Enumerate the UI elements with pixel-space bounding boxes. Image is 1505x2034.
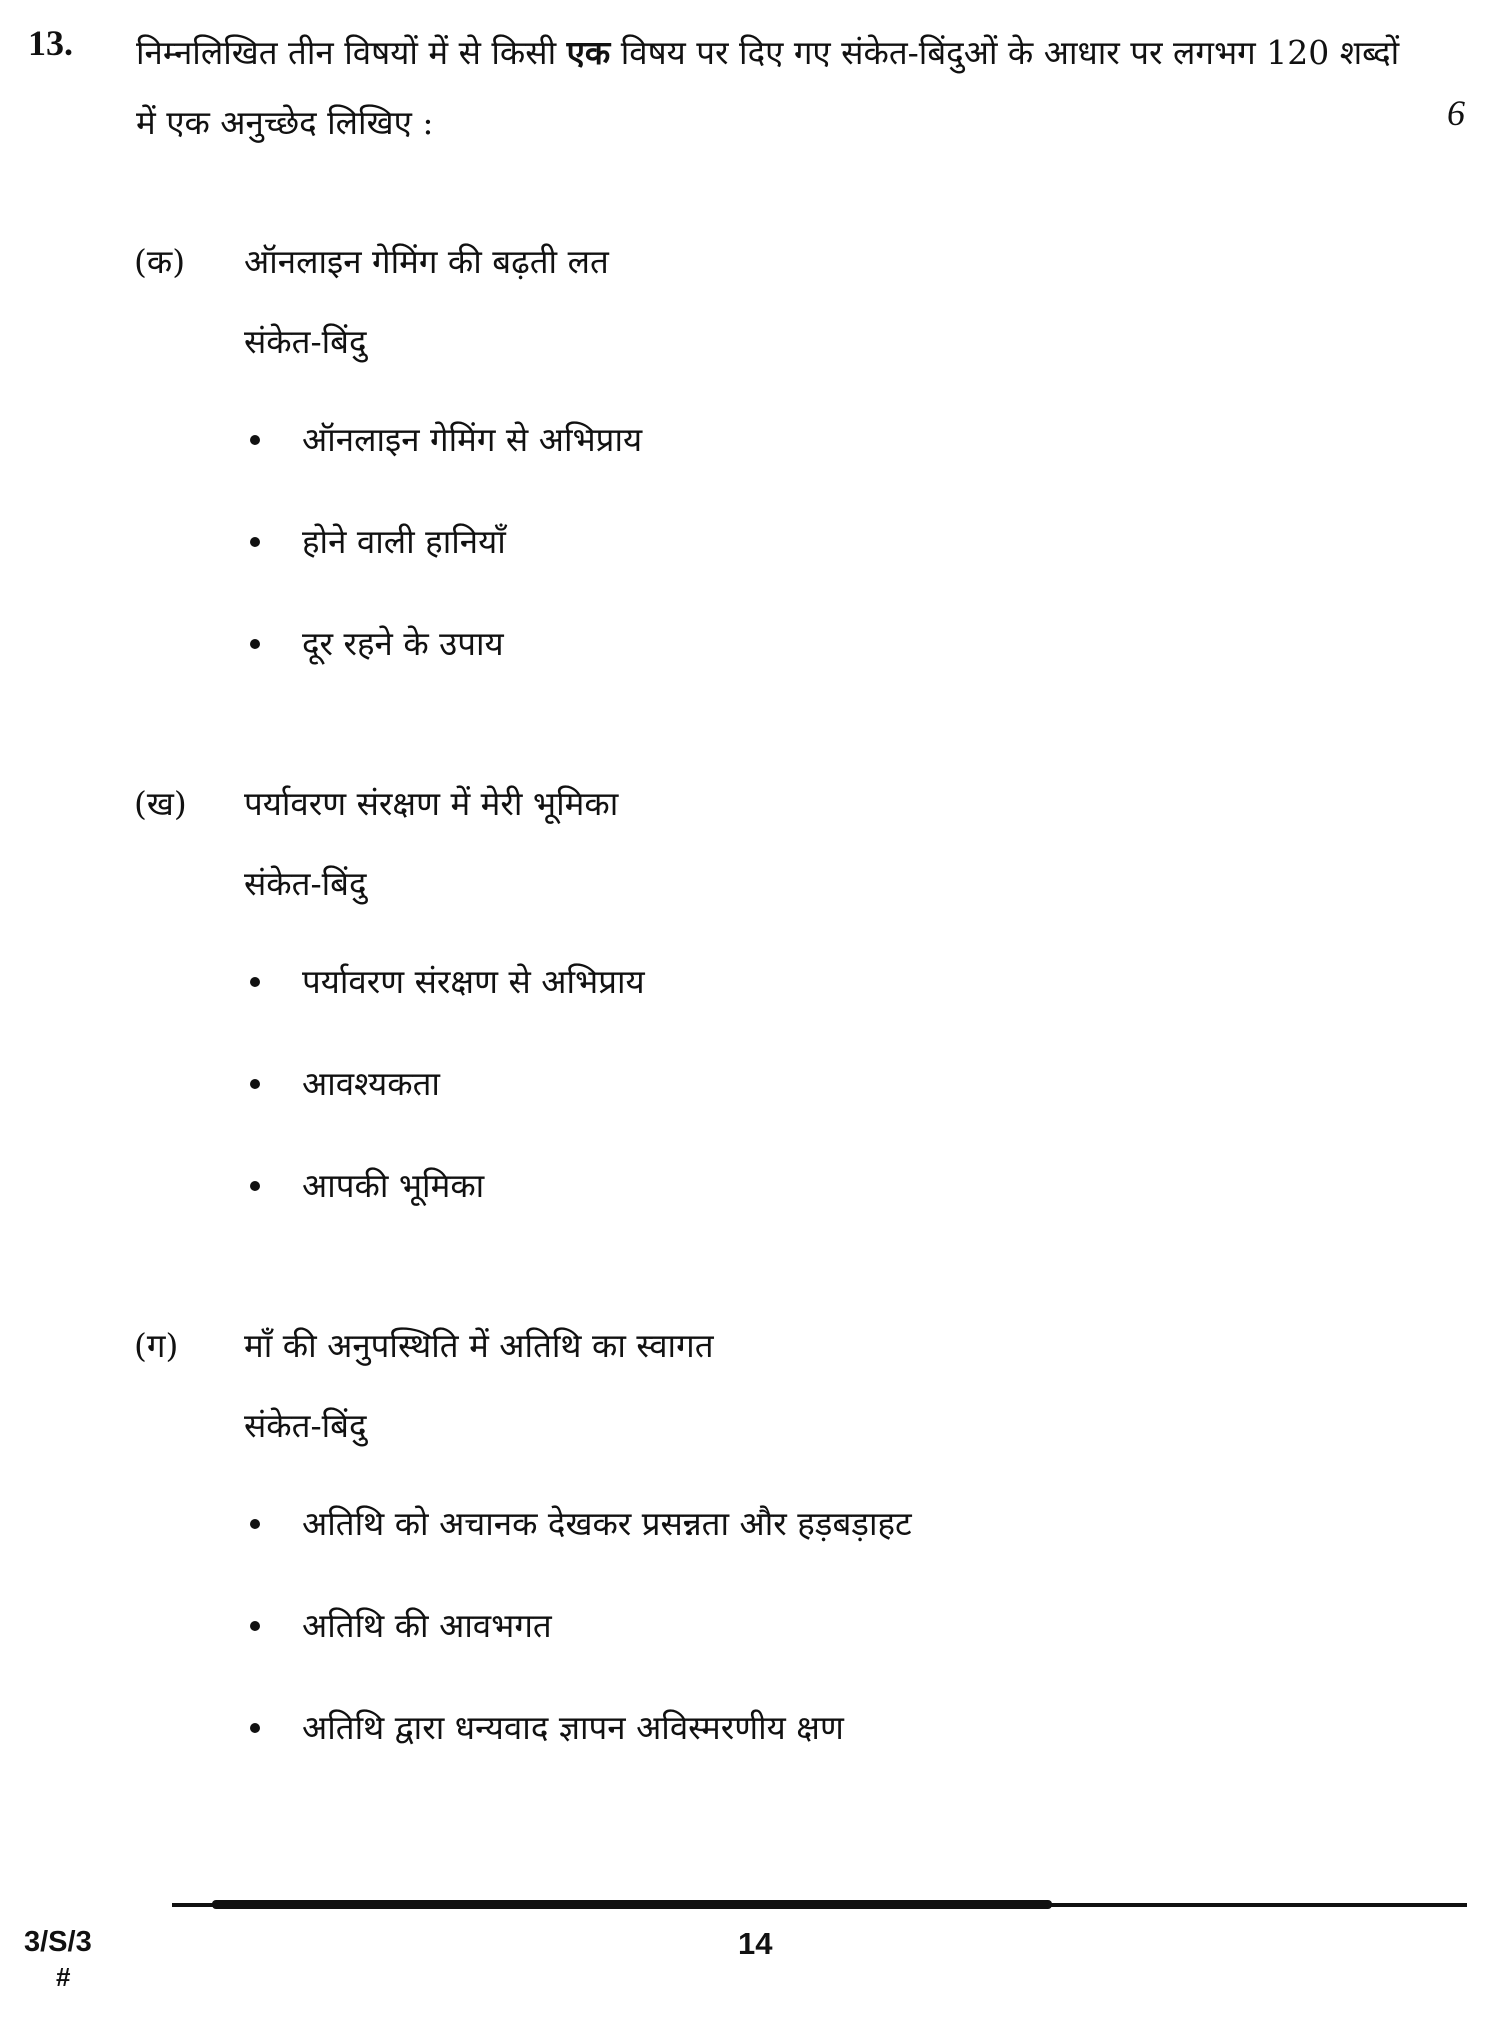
section-label: (ख): [134, 784, 187, 823]
bullet-icon: [250, 435, 260, 445]
bullet-icon: [250, 1519, 260, 1529]
page-number: 14: [738, 1926, 773, 1961]
section-title: पर्यावरण संरक्षण में मेरी भूमिका: [244, 784, 619, 823]
bullet-icon: [250, 1181, 260, 1191]
hint-point: [244, 418, 642, 520]
hint-points-list: [244, 960, 645, 1266]
hint-points-list: [244, 418, 642, 724]
hint-point-text: दूर रहने के उपाय: [302, 624, 504, 663]
bullet-icon: [250, 977, 260, 987]
hint-points-list: [244, 1502, 912, 1808]
question-text: [136, 18, 1406, 158]
bullet-icon: [250, 1621, 260, 1631]
hint-point: [244, 1706, 912, 1808]
question-number: 13.: [28, 23, 73, 63]
bullet-icon: [250, 537, 260, 547]
footer-hash: #: [56, 1962, 71, 1992]
paper-code: 3/S/3: [24, 1926, 92, 1958]
hint-point-text: पर्यावरण संरक्षण से अभिप्राय: [302, 962, 645, 1001]
question-text-part2: विषय पर दिए गए संकेत-बिंदुओं के आधार पर लगभग 120 शब्दों में एक अनुच्छेद लिखिए :: [136, 33, 1400, 142]
hint-point: [244, 622, 642, 724]
hint-point: [244, 960, 645, 1062]
section-title: माँ की अनुपस्थिति में अतिथि का स्वागत: [244, 1326, 714, 1365]
hint-label: संकेत-बिंदु: [244, 1406, 367, 1445]
question-text-emphasis: एक: [566, 33, 611, 72]
hint-label: संकेत-बिंदु: [244, 322, 367, 361]
hint-point-text: आवश्यकता: [302, 1064, 440, 1103]
hint-point: [244, 1604, 912, 1706]
hint-point-text: होने वाली हानियाँ: [302, 522, 506, 561]
bullet-icon: [250, 639, 260, 649]
hint-point: [244, 1502, 912, 1604]
question-text-part1: निम्नलिखित तीन विषयों में से किसी: [136, 33, 567, 72]
footer-divider: [172, 1903, 1467, 1907]
bullet-icon: [250, 1723, 260, 1733]
hint-label: संकेत-बिंदु: [244, 864, 367, 903]
hint-point-text: आपकी भूमिका: [302, 1166, 485, 1205]
section-label: (क): [134, 242, 186, 281]
section-label: (ग): [134, 1326, 179, 1365]
hint-point-text: अतिथि को अचानक देखकर प्रसन्नता और हड़बड़ाहट: [302, 1504, 912, 1543]
hint-point-text: ऑनलाइन गेमिंग से अभिप्राय: [302, 420, 643, 459]
hint-point: [244, 1062, 645, 1164]
section-title: ऑनलाइन गेमिंग की बढ़ती लत: [244, 242, 609, 281]
bullet-icon: [250, 1079, 260, 1089]
question-marks: 6: [1447, 93, 1465, 133]
hint-point-text: अतिथि द्वारा धन्यवाद ज्ञापन अविस्मरणीय क्षण: [302, 1708, 844, 1747]
hint-point: [244, 1164, 645, 1266]
hint-point: [244, 520, 642, 622]
hint-point-text: अतिथि की आवभगत: [302, 1606, 552, 1645]
